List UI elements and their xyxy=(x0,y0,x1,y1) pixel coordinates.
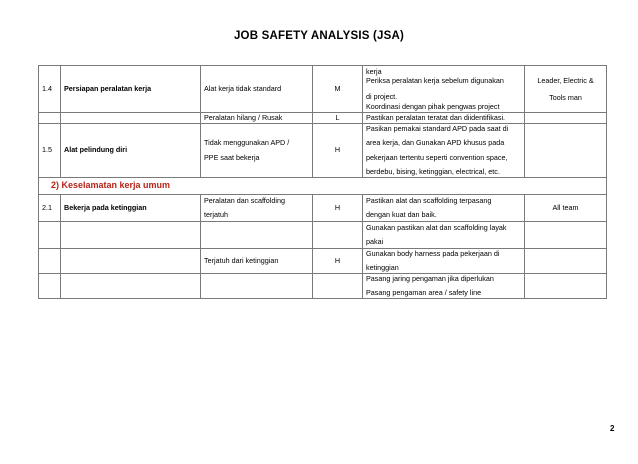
control-line: Pastikan alat dan scaffolding terpasang xyxy=(366,195,492,205)
hazard-cell xyxy=(201,123,313,177)
hazard-line: Tidak menggunakan APD / xyxy=(204,138,290,148)
activity-cell: Alat pelindung diri xyxy=(61,123,201,177)
hazard-cell: Terjatuh dari ketinggian xyxy=(201,248,313,273)
risk-cell: M xyxy=(313,66,363,113)
control-cell xyxy=(363,273,525,298)
control-line: Gunakan pastikan alat dan scaffolding layak xyxy=(366,222,507,232)
control-line: ketinggian xyxy=(366,262,399,272)
table-row xyxy=(39,113,607,124)
hazard-line: Peralatan dan scaffolding xyxy=(204,195,285,205)
control-line: Periksa peralatan kerja sebelum digunakan xyxy=(366,76,504,86)
section-row xyxy=(39,177,607,194)
table-row xyxy=(39,248,607,273)
risk-cell: L xyxy=(313,113,363,124)
pic-line: Tools man xyxy=(549,92,582,102)
row-number: 2.1 xyxy=(39,194,61,221)
document-title: JOB SAFETY ANALYSIS (JSA) xyxy=(233,30,405,42)
page-number: 2 xyxy=(610,424,615,433)
control-line: kerja xyxy=(366,66,382,76)
activity-cell: Bekerja pada ketinggian xyxy=(61,194,201,221)
control-line: pekerjaan tertentu seperti convention space, xyxy=(366,152,508,162)
hazard-cell xyxy=(201,194,313,221)
control-line: pakai xyxy=(366,237,384,247)
control-line: Pasang pengaman area / safety line xyxy=(366,287,482,297)
control-line: Pasang jaring pengaman jika diperlukan xyxy=(366,274,494,284)
table-row xyxy=(39,194,607,221)
control-cell xyxy=(363,123,525,177)
control-line: berdebu, bising, ketinggian, electrical, etc. xyxy=(366,167,500,177)
control-line: Gunakan body harness pada pekerjaan di xyxy=(366,249,500,259)
section-heading: 2) Keselamatan kerja umum xyxy=(39,177,607,194)
hazard-cell: Peralatan hilang / Rusak xyxy=(201,113,313,124)
control-cell xyxy=(363,221,525,248)
hazard-cell: Alat kerja tidak standard xyxy=(201,66,313,113)
control-line: Pasikan pemakai standard APD pada saat di xyxy=(366,123,509,133)
control-line: di project. xyxy=(366,92,398,101)
control-cell xyxy=(363,66,525,113)
activity-cell: Persiapan peralatan kerja xyxy=(61,66,201,113)
table-row xyxy=(39,221,607,248)
row-number: 1.4 xyxy=(39,66,61,113)
hazard-line: PPE saat bekerja xyxy=(204,152,260,162)
pic-line: Leader, Electric & xyxy=(537,75,594,85)
table-row xyxy=(39,66,607,113)
pic-cell xyxy=(525,66,607,113)
risk-cell: H xyxy=(313,248,363,273)
table-row xyxy=(39,273,607,298)
risk-cell: H xyxy=(313,194,363,221)
table-row xyxy=(39,123,607,177)
pic-cell: All team xyxy=(525,194,607,221)
control-line: dengan kuat dan baik. xyxy=(366,210,437,220)
control-line: area kerja, dan Gunakan APD khusus pada xyxy=(366,138,505,148)
control-line: Koordinasi dengan pihak pengwas project xyxy=(366,101,500,111)
jsa-table xyxy=(38,65,607,299)
risk-cell: H xyxy=(313,123,363,177)
hazard-line: terjatuh xyxy=(204,210,228,220)
row-number: 1.5 xyxy=(39,123,61,177)
control-cell xyxy=(363,248,525,273)
control-cell: Pastikan peralatan teratat dan diidentifikasi. xyxy=(363,113,525,124)
control-cell xyxy=(363,194,525,221)
